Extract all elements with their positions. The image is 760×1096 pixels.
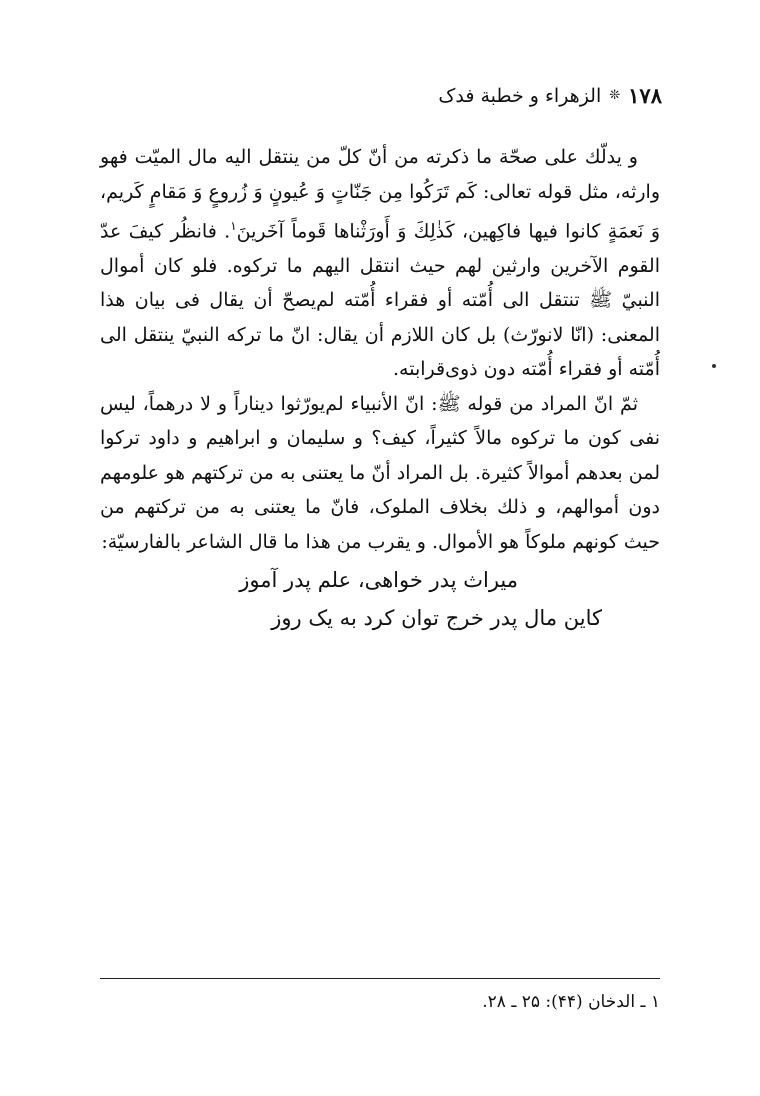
poem-verse-2: كاين مال پدر خرج توان كرد به يک روز [271,606,602,631]
poem-verse-1: ميراث پدر خواهى، علم پدر آموز [239,568,518,593]
footnote-divider [100,978,660,979]
running-header [98,84,662,108]
running-title: الزهراء و خطبة فدک [438,85,602,107]
paragraph-1-tail: . فانظُر كيفَ عدّ القوم الآخرين وارثين لهم حيث انتقل اليهم ما تركوه. [100,220,660,277]
page-number: ١٧٨ [628,83,662,108]
footnote: ١ ـ الدخان (۴۴): ٢۵ ـ ٢٨. [482,992,660,1012]
separator-ornament-icon: ❊ [609,88,621,103]
poem [100,561,660,637]
paragraph-1 [100,140,660,387]
paragraph-1-text: و يدلّك على صحّة ما ذكرته من أنّ كلّ من ينتقل اليه مال الميّت فهو وارثه، مثل قوله تعالى: كَم تَرَكُوا مِن جَنّاتٍ وَ عُيونٍ وَ زُروعٍ وَ مَقامٍ كَريم، وَ نَعمَةٍ كانوا فيها فاكِهين، كَذٰلِكَ وَ أَورَثْناها قَوماً آخَرينَ [100,146,660,243]
margin-dot [712,364,716,368]
main-text [100,140,660,637]
footnote-marker: ١ [230,219,237,233]
paragraph-2-text: فلو كان أموال النبيّ ﷺ تنتقل الى أُمّته أو فقراء أُمّته لم‌يصحّ أن يقال فى بيان هذا المعنى: (انّا لانورّث) بل كان اللازم أن يقال: انّ ما تركه النبيّ ينتقل الى أُمّته أو فقراء أُمّته دون ذوى‌قرابته. [100,254,660,381]
paragraph-3: ثمّ انّ المراد من قوله ﷺ: انّ الأنبياء لم‌يورّثوا ديناراً و لا درهماً، ليس نفى كون ما تركوه مالاً كثيراً، كيف؟ و سليمان و ابراهيم و داود تركوا لمن بعدهم أموالاً كثيرة. بل المراد أنّ ما يعتنى به من تركتهم هو علومهم دون أموالهم، و ذلك بخلاف الملوک، فانّ ما يعتنى به من تركتهم من حيث كونهم ملوكاً هو الأموال. و يقرب من هذا ما قال الشاعر بالفارسيّة: [100,392,660,553]
